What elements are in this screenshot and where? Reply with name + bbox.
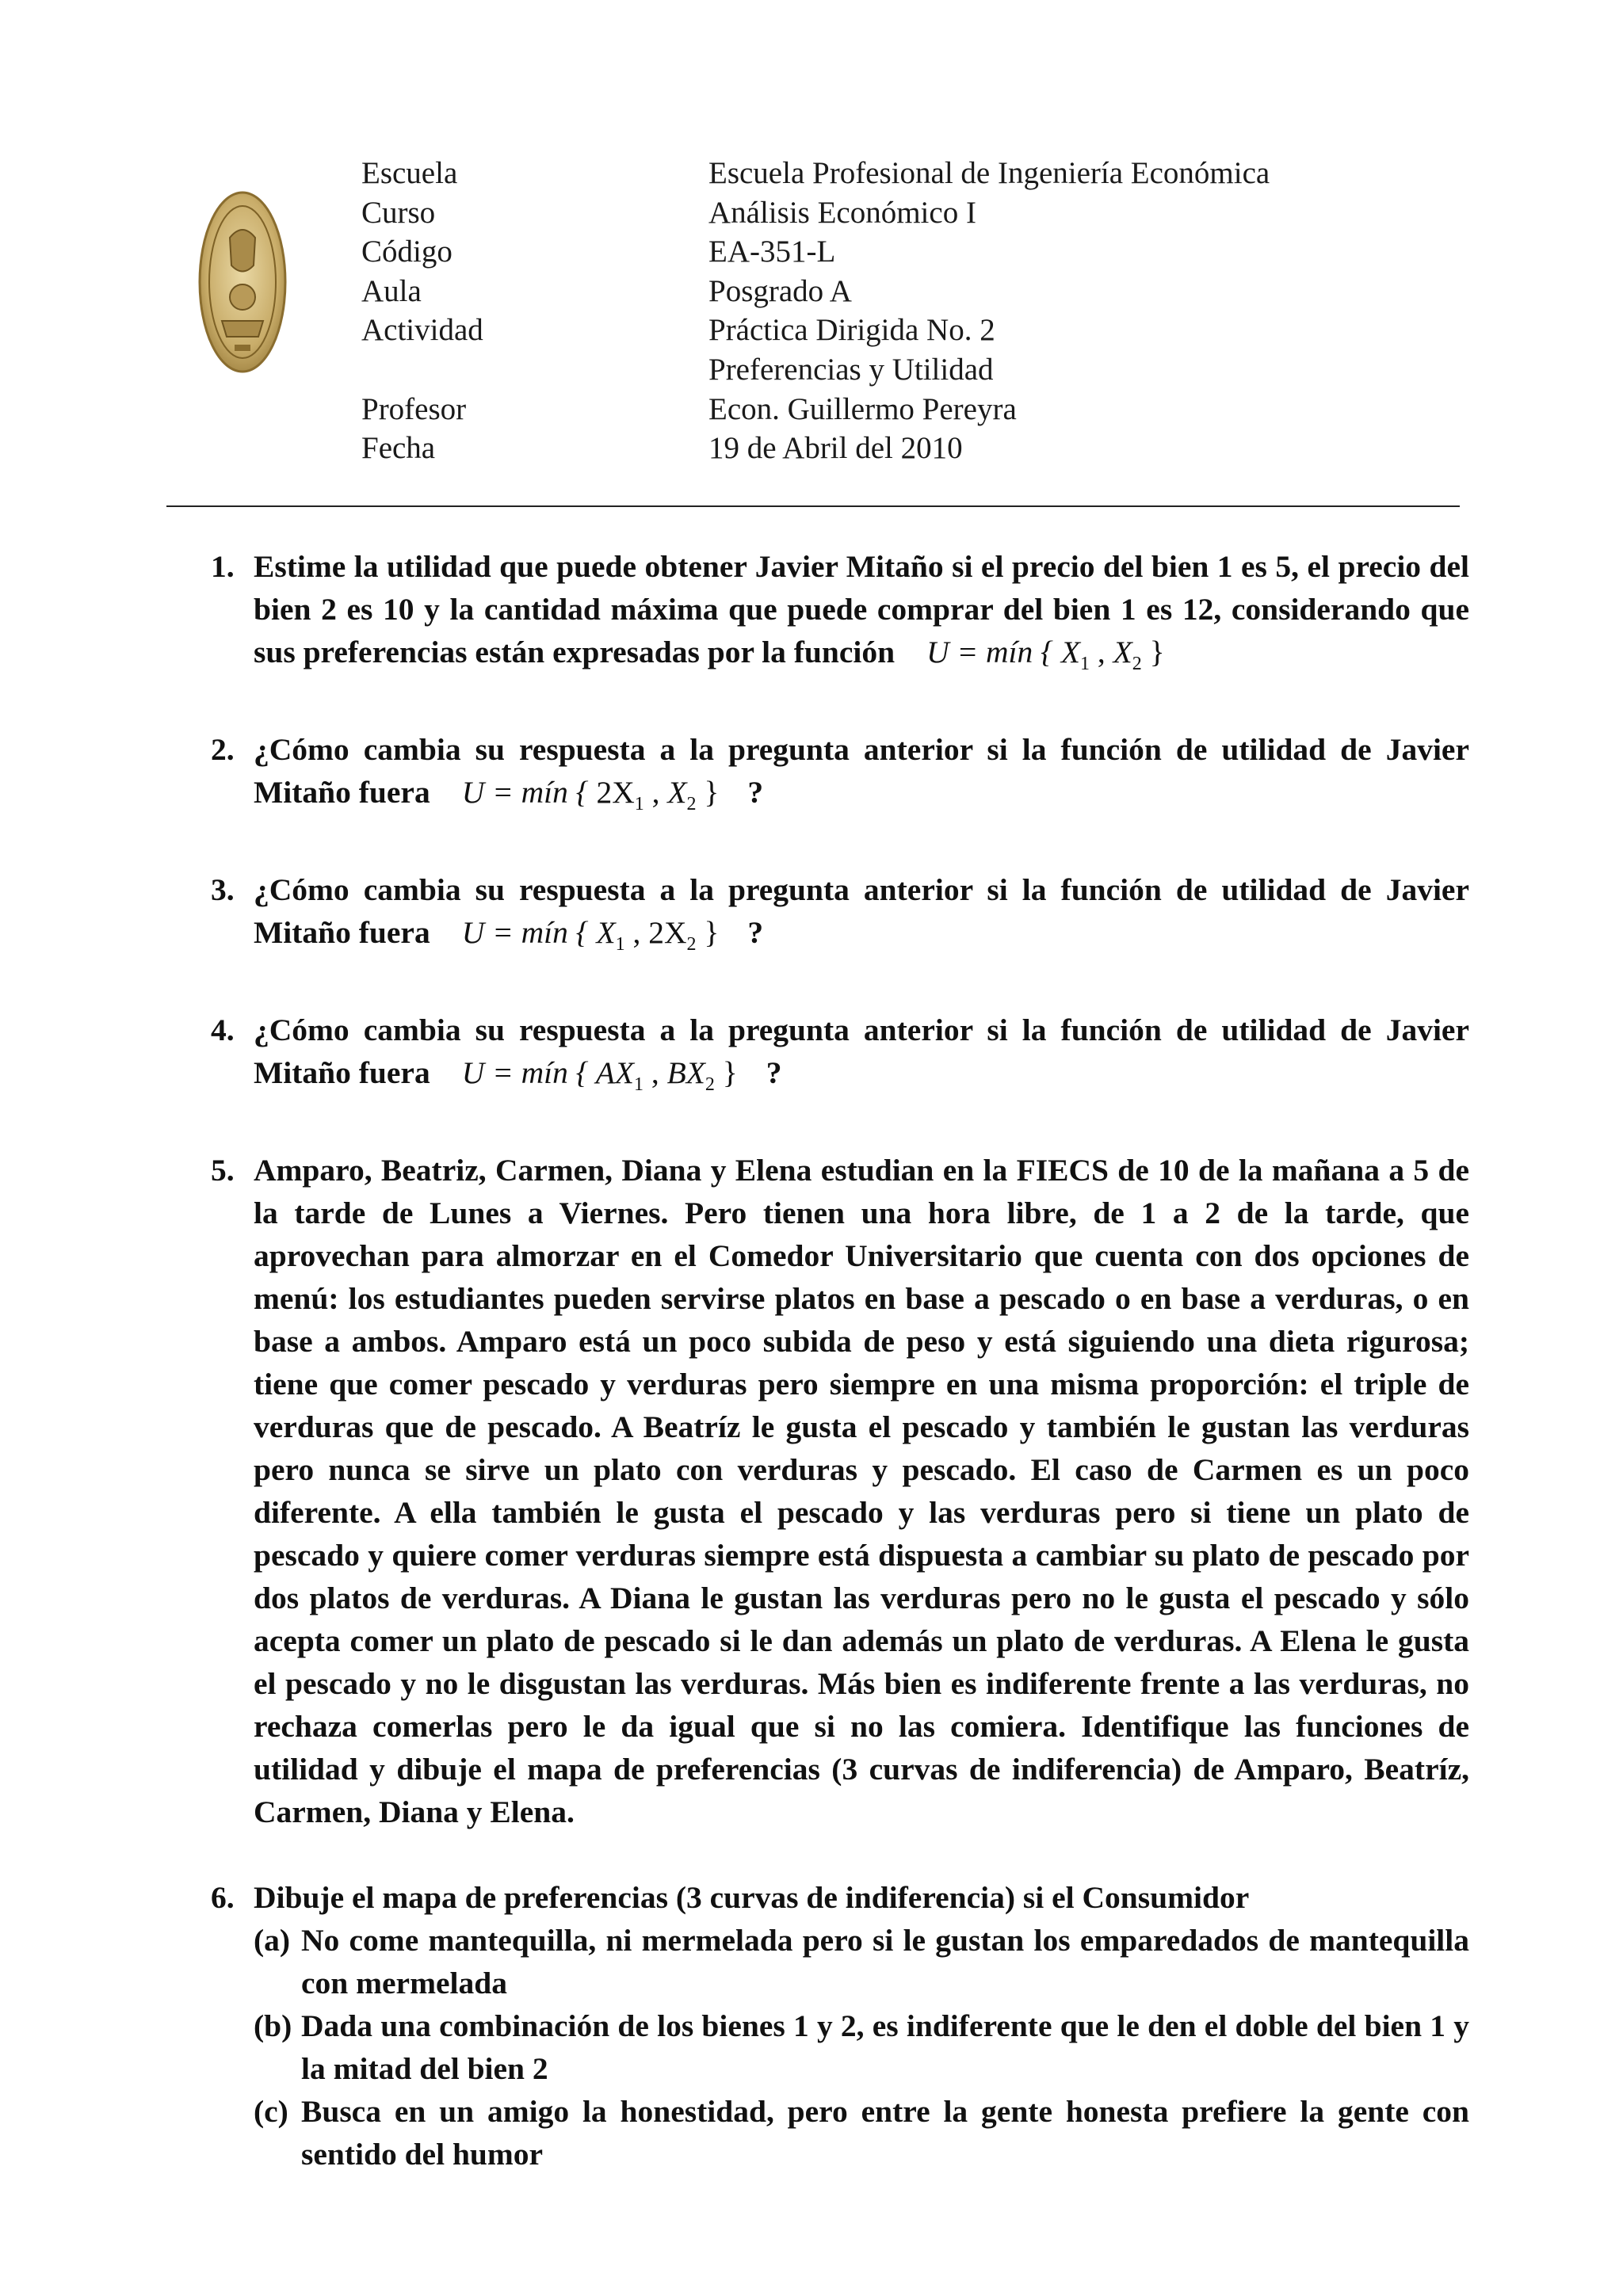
question-text: Amparo, Beatriz, Carmen, Diana y Elena estudian en la FIECS de 10 de la mañana a 5 de la tarde de Lunes a Viernes. Pero tienen una hora libre, de 1 a 2 de la tarde, que aprovechan para almorzar en el Comedor Universitario que cuenta con dos opciones de menú: los estudiantes pueden servirse platos en base a pescado o en base a verduras, o en base a ambos. Amparo está un poco subida de peso y está siguiendo una dieta rigurosa; tiene que comer pescado y verduras pero siempre en una misma proporción: el triple de verduras que de pescado. A Beatríz le gusta el pescado y también le gustan las verduras pero nunca se sirve un plato con verduras y pescado. El caso de Carmen es un poco diferente. A ella también le gusta el pescado y las verduras pero si tiene un plato de pescado y quiere comer verduras siempre está dispuesta a cambiar su plato de pescado por dos platos de verduras. A Diana le gustan las verduras pero no le gusta el pescado y sólo acepta comer un plato de pescado si le dan además un plato de verduras. A Elena le gusta el pescado y no le disgustan las verduras. Más bien es indiferente frente a las verduras, no rechaza comerlas pero le da igual que si no las comiera. Identifique las funciones de utilidad y dibuje el mapa de preferencias (3 curvas de indiferencia) de Amparo, Beatríz, Carmen, Diana y Elena.	[254, 1152, 1469, 1829]
question-6	[211, 1876, 1469, 2176]
sub-item-label: (c)	[254, 2093, 288, 2129]
header-label: Escuela	[361, 156, 458, 190]
question-number: 5.	[211, 1152, 235, 1188]
header-label	[361, 350, 708, 390]
sub-item-list	[254, 1919, 1469, 2176]
header-row-escuela	[361, 154, 1471, 193]
header-value: Escuela Profesional de Ingeniería Económica	[708, 156, 1270, 190]
header-label: Curso	[361, 195, 436, 230]
header-info	[361, 154, 1471, 468]
header-value: Preferencias y Utilidad	[708, 352, 994, 387]
question-text: Dibuje el mapa de preferencias (3 curvas de indiferencia) si el Consumidor	[254, 1879, 1250, 1915]
header-value: 19 de Abril del 2010	[708, 431, 963, 466]
header-row-actividad	[361, 311, 1471, 350]
question-text: ¿Cómo cambia su respuesta a la pregunta anterior si la función de utilidad de Javier Mitaño fuera	[254, 871, 1469, 950]
header-row-profesor	[361, 390, 1471, 429]
utility-formula: U = mín { $2X_1$ , $X_2$ }	[461, 774, 720, 814]
question-text: Estime la utilidad que puede obtener Javier Mitaño si el precio del bien 1 es 5, el precio del bien 2 es 10 y la cantidad máxima que puede comprar del bien 1 es 12, considerando que sus preferencias están expresadas por la función	[254, 549, 1469, 669]
utility-formula: U = mín { $AX_1$ , $BX_2$ }	[461, 1055, 738, 1095]
header-row-fecha	[361, 429, 1471, 468]
question-number: 6.	[211, 1879, 235, 1915]
header-row-curso	[361, 193, 1471, 233]
header-label: Profesor	[361, 391, 467, 426]
header-value: Análisis Económico I	[708, 195, 976, 230]
question-number: 1.	[211, 549, 235, 584]
sub-item-text: Dada una combinación de los bienes 1 y 2, es indiferente que le den el doble del bien 1 y la mitad del bien 2	[301, 2008, 1469, 2086]
question-4	[211, 1009, 1469, 1106]
header-value: EA-351-L	[708, 235, 836, 269]
sub-item-text: No come mantequilla, ni mermelada pero si le gustan los emparedados de mantequilla con mermelada	[301, 1922, 1469, 2000]
header-label: Aula	[361, 273, 422, 308]
question-text: ¿Cómo cambia su respuesta a la pregunta anterior si la función de utilidad de Javier Mitaño fuera	[254, 731, 1469, 810]
sub-item-text: Busca en un amigo la honestidad, pero entre la gente honesta prefiere la gente con sentido del humor	[301, 2093, 1469, 2172]
utility-formula: U = mín { $X_1$ , $X_2$ }	[926, 635, 1165, 674]
header-row-aula	[361, 272, 1471, 311]
utility-formula: U = mín { $X_1$ , $2X_2$ }	[461, 914, 720, 955]
university-seal-logo	[198, 190, 287, 374]
question-2	[211, 728, 1469, 826]
sub-item-b	[254, 2004, 1469, 2090]
question-1	[211, 545, 1469, 685]
header-row-codigo	[361, 232, 1471, 272]
question-5	[211, 1149, 1469, 1833]
question-text: ¿Cómo cambia su respuesta a la pregunta anterior si la función de utilidad de Javier Mitaño fuera	[254, 1012, 1469, 1090]
question-number: 2.	[211, 731, 235, 767]
header-value: Econ. Guillermo Pereyra	[708, 391, 1017, 426]
sub-item-c	[254, 2090, 1469, 2176]
question-mark: ?	[766, 1055, 782, 1090]
header-divider	[166, 505, 1460, 507]
question-list	[211, 545, 1469, 2218]
question-mark: ?	[747, 914, 764, 950]
header-label: Actividad	[361, 313, 483, 348]
header-value: Práctica Dirigida No. 2	[708, 313, 995, 348]
question-3	[211, 868, 1469, 966]
header-label: Código	[361, 235, 453, 269]
header-value: Posgrado A	[708, 273, 852, 308]
sub-item-label: (b)	[254, 2008, 292, 2043]
header-row-actividad-cont	[361, 350, 1471, 390]
header-label: Fecha	[361, 431, 436, 466]
sub-item-label: (a)	[254, 1922, 291, 1958]
question-number: 4.	[211, 1012, 235, 1047]
question-number: 3.	[211, 871, 235, 907]
sub-item-a	[254, 1919, 1469, 2004]
question-mark: ?	[747, 774, 764, 810]
